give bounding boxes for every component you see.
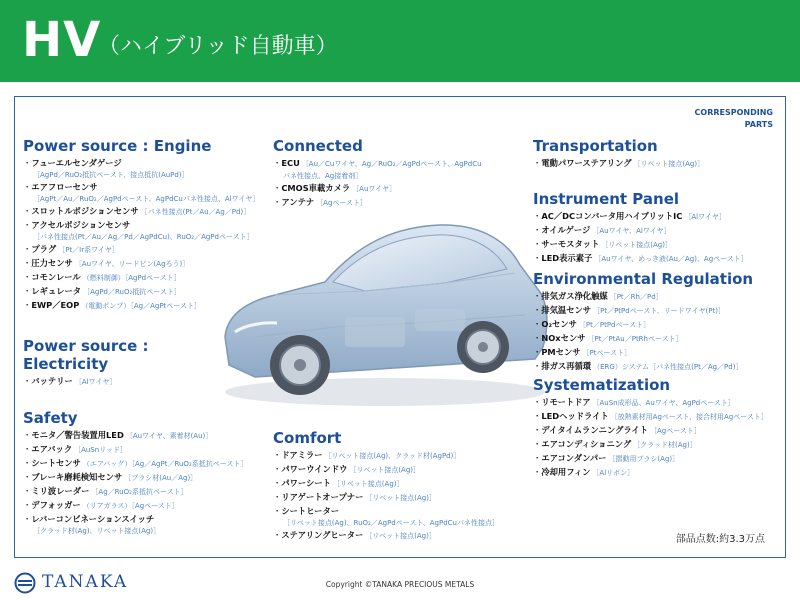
- list-item: ・ オイルゲージ ［Auワイヤ、Alワイヤ］: [533, 224, 748, 238]
- section-title: Instrument Panel: [533, 190, 680, 208]
- parts-count: 部品点数:約3.3万点: [675, 534, 765, 545]
- section-transportation: [533, 137, 704, 171]
- list-item: ・ デフォッガー （リアガラス）［Agペースト］: [23, 499, 247, 513]
- section-safety: [23, 409, 247, 537]
- section-title: Safety: [23, 409, 78, 427]
- list-item: ・ EWP／EOP （電動ポンプ）［Ag／AgPtペースト］: [23, 299, 259, 313]
- section-instrument-panel: [533, 190, 748, 266]
- copyright: Copyright ©TANAKA PRECIOUS METALS: [325, 580, 475, 589]
- section-environmental-regulation: [533, 270, 753, 374]
- section-connected: [273, 137, 482, 210]
- section-title: Transportation: [533, 137, 658, 155]
- section-power-electricity: [23, 337, 149, 389]
- list-item: ・ リモートドア ［AuSn成形品、Auワイヤ、AgPdペースト］: [533, 396, 768, 410]
- section-title: Environmental Regulation: [533, 270, 754, 288]
- section-title-line2: Electricity: [23, 355, 109, 373]
- list-item-detail: ［リベット接点(Ag)、RuO₂／AgPdペースト、AgPdCuパネ性接点］: [283, 519, 499, 527]
- list-item: ・ サーモスタット ［リベット接点(Ag)］: [533, 238, 748, 252]
- section-power-engine: [23, 137, 259, 313]
- list-item: ・ エアコンダンパー ［摺動用ブラシ(Ag)］: [533, 452, 768, 466]
- list-item: ・ エアコンディショニング ［クラッド材(Ag)］: [533, 438, 768, 452]
- section-title: Systematization: [533, 376, 671, 394]
- list-item: ・ 圧力センサ ［Auワイヤ、リードピン(Agろう)］: [23, 257, 259, 271]
- list-item: ・ レギュレータ ［AgPd／RuO₂抵抗ペースト］: [23, 285, 259, 299]
- list-item: ・ エアバック ［AuSnリッド］: [23, 443, 247, 457]
- page-title: HV: [22, 12, 102, 68]
- page-subtitle: （ハイブリッド自動車）: [98, 34, 338, 59]
- list-item-detail: パネ性接点、Ag接着剤］: [283, 172, 363, 180]
- list-item: ・ スロットルポジションセンサ ［パネ性接点(Pt／Au／Ag／Pd)］: [23, 205, 259, 219]
- list-item: ・ 電動パワーステアリング ［リベット接点(Ag)］: [533, 157, 704, 171]
- list-item: ・ デイタイムランニングライト ［Agペースト］: [533, 424, 768, 438]
- list-item: ・ AC／DCコンバータ用ハイブリットIC ［Alワイヤ］: [533, 210, 748, 224]
- list-item-detail: ［パネ性接点(Pt／Au／Ag／Pd／AgPdCu)、RuO₂／AgPdペースト］: [33, 233, 254, 241]
- car-illustration: [215, 187, 555, 417]
- section-comfort: [273, 429, 499, 543]
- list-item: ・ ブレーキ磨耗検知センサ ［ブラシ材(Au／Ag)］: [23, 471, 247, 485]
- list-item: ・ アンテナ ［Agペースト］: [273, 196, 482, 210]
- content-panel: [14, 96, 786, 558]
- list-item: ・ パワーシート ［リベット接点(Ag)］: [273, 477, 499, 491]
- list-item: ・ レバーコンビネーションスイッチ: [23, 513, 247, 526]
- list-item: ・ モニタ／警告装置用LED ［Auワイヤ、素着材(Au)］: [23, 429, 247, 443]
- list-item: ・ ステアリングヒーター ［リベット接点(Ag)］: [273, 529, 499, 543]
- list-item: ・ O₂センサ ［Pt／PtPdペースト］: [533, 318, 753, 332]
- header-banner: [0, 0, 800, 82]
- tanaka-brand: TANAKA: [42, 572, 129, 592]
- list-item: ・ CMOS車載カメラ ［Auワイヤ］: [273, 182, 482, 196]
- list-item: ・ リアゲートオープナー ［リベット接点(Ag)］: [273, 491, 499, 505]
- list-item: ・ シートセンサ （エアバッグ）［Ag／AgPt／RuO₂系抵抗ペースト］: [23, 457, 247, 471]
- list-item: ・ LEDヘッドライト ［放熱素材用Agペースト、接合材用Agペースト］: [533, 410, 768, 424]
- list-item: ・ 排ガス再循環 （ERG）システム［パネ性接点(Pt／Ag／Pd)］: [533, 360, 753, 374]
- list-item: ・ シートヒーター: [273, 505, 499, 518]
- list-item: ・ NOxセンサ ［Pt／PtAu／PtRhペースト］: [533, 332, 753, 346]
- section-title: Power source :: [23, 337, 149, 355]
- list-item: ・ 冷却用フィン ［Alリボン］: [533, 466, 768, 480]
- section-title: Connected: [273, 137, 363, 155]
- section-title: Comfort: [273, 429, 342, 447]
- corresponding-parts-label: CORRESPONDING PARTS: [694, 108, 773, 129]
- list-item: ・ パワーウインドウ ［リベット接点(Ag)］: [273, 463, 499, 477]
- list-item: ・ LED表示素子 ［Auワイヤ、めっき液(Au／Ag)、Agペースト］: [533, 252, 748, 266]
- list-item: ・ PMセンサ ［Ptペースト］: [533, 346, 753, 360]
- section-systematization: [533, 376, 768, 480]
- list-item: ・ アクセルポジションセンサ: [23, 219, 259, 232]
- list-item: ・ ECU ［Au／Cuワイヤ、Ag／RuO₂／AgPdペースト、AgPdCu: [273, 157, 482, 171]
- list-item: ・ 排気ガス浄化触媒 ［Pt／Rh／Pd］: [533, 290, 753, 304]
- list-item: ・ バッテリー ［Alワイヤ］: [23, 375, 149, 389]
- list-item-detail: ［クラッド材(Ag)、リベット接点(Ag)］: [33, 527, 161, 535]
- list-item-detail: ［AgPt／Au／RuO₂／AgPdペースト、AgPdCuパネ性接点、Alワイヤ］: [33, 195, 260, 203]
- list-item: ・ ミリ波レーダー ［Ag／RuO₂系抵抗ペースト］: [23, 485, 247, 499]
- list-item: ・ フューエルセンダゲージ: [23, 157, 259, 170]
- list-item: ・ ドアミラー ［リベット接点(Ag)、クラッド材(AgPd)］: [273, 449, 499, 463]
- section-title: Power source : Engine: [23, 137, 212, 155]
- list-item-detail: ［AgPd／RuO₂抵抗ペースト、接点抵抗(AuPd)］: [33, 171, 189, 179]
- list-item: ・ エアフローセンサ: [23, 181, 259, 194]
- list-item: ・ 排気温センサ ［Pt／PtPdペースト、リードワイヤ(Pt)］: [533, 304, 753, 318]
- list-item: ・ コモンレール （燃料制御）［AgPdペースト］: [23, 271, 259, 285]
- list-item: ・ プラグ ［Pt／Ir系ワイヤ］: [23, 243, 259, 257]
